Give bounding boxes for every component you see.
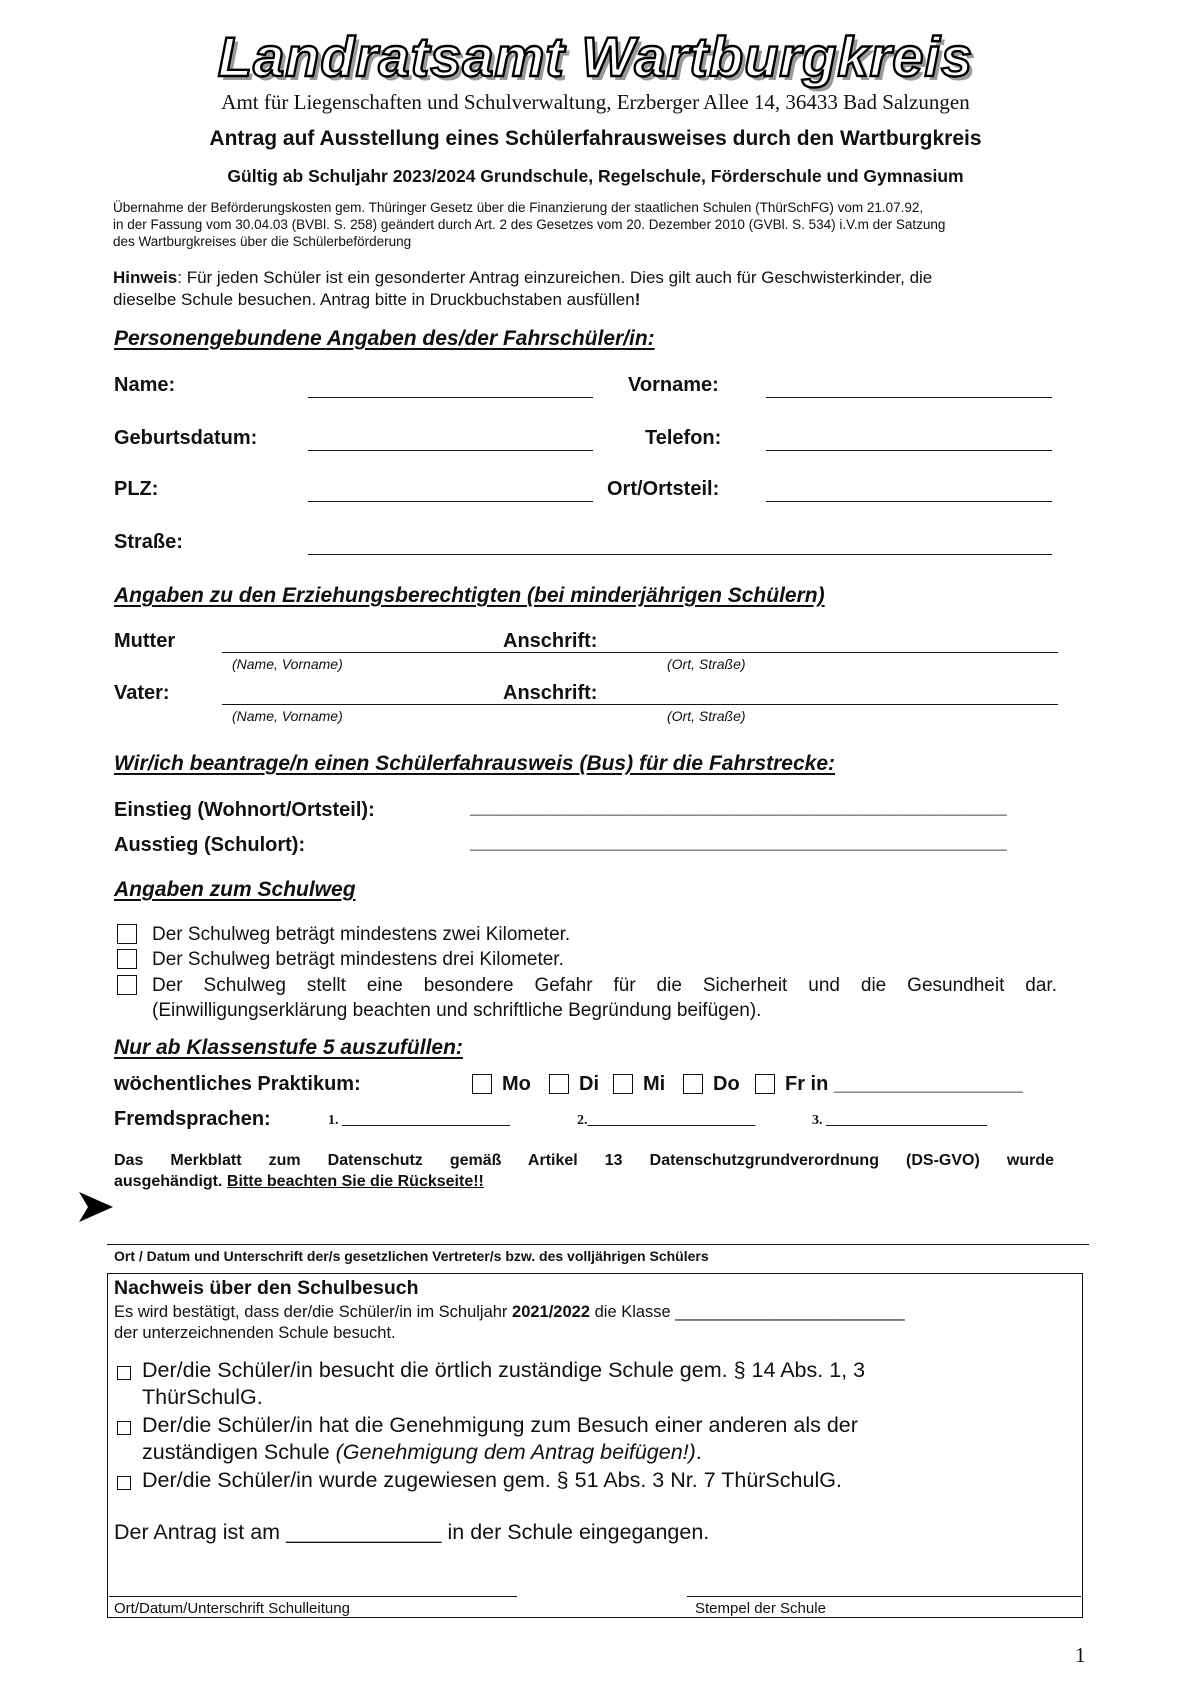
name-field[interactable]	[308, 397, 593, 398]
schoolway-danger-checkbox[interactable]	[117, 975, 137, 995]
student-section-heading: Personengebundene Angaben des/der Fahrschüler/in:	[114, 327, 655, 350]
city-field[interactable]	[766, 501, 1052, 502]
guardians-section-heading: Angaben zu den Erziehungsberechtigten (bei minderjährigen Schülern)	[114, 584, 825, 607]
legal-note-line: des Wartburgkreises über die Schülerbeförderung	[113, 234, 412, 249]
legal-note-line: Übernahme der Beförderungskosten gem. Thüringer Gesetz über die Finanzierung der staatlichen Schulen (ThürSchFG) vom 21.07.92,	[113, 200, 924, 215]
attendance-text: Es wird bestätigt, dass der/die Schüler/in im Schuljahr	[114, 1303, 513, 1321]
mother-label: Mutter	[114, 630, 176, 652]
zip-field[interactable]	[308, 501, 593, 502]
hint-text: : Für jeden Schüler ist ein gesonderter Antrag einzureichen. Dies gilt auch für Geschwisterkinder, die	[177, 268, 933, 287]
zip-label: PLZ:	[114, 478, 159, 500]
local-school-label: Der/die Schüler/in besucht die örtlich zuständige Schule gem. § 14 Abs. 1, 3	[142, 1358, 866, 1382]
other-school-checkbox[interactable]	[117, 1421, 131, 1435]
street-label: Straße:	[114, 531, 183, 553]
attendance-text: die Klasse _________________________	[590, 1303, 905, 1321]
hint-text: dieselbe Schule besuchen. Antrag bitte in Druckbuchstaben ausfüllen	[113, 290, 635, 309]
hint-note	[113, 267, 1093, 311]
entry-label: Einstieg (Wohnort/Ortsteil):	[114, 799, 375, 821]
day-fr-checkbox[interactable]	[755, 1074, 775, 1094]
street-field[interactable]	[308, 554, 1052, 555]
assigned-school-checkbox[interactable]	[117, 1476, 131, 1490]
father-label: Vater:	[114, 682, 170, 704]
father-address-hint: (Ort, Straße)	[667, 708, 746, 724]
local-school-label-cont: ThürSchulG.	[142, 1385, 263, 1409]
privacy-note	[114, 1150, 1054, 1192]
local-school-checkbox[interactable]	[117, 1366, 131, 1380]
day-mo-checkbox[interactable]	[472, 1074, 492, 1094]
schoolway-3km-label: Der Schulweg beträgt mindestens drei Kilometer.	[152, 949, 564, 970]
schoolway-section-heading: Angaben zum Schulweg	[114, 878, 356, 901]
mother-address-hint: (Ort, Straße)	[667, 656, 746, 672]
schoolway-2km-checkbox[interactable]	[117, 924, 137, 944]
entry-field[interactable]: _______________________________________________	[470, 796, 1007, 818]
school-stamp-caption: Stempel der Schule	[695, 1600, 826, 1617]
received-date-line: Der Antrag ist am _____________ in der Schule eingegangen.	[114, 1520, 710, 1544]
attendance-line2: der unterzeichnenden Schule besucht.	[114, 1324, 396, 1342]
birthdate-field[interactable]	[308, 450, 593, 451]
day-fr-label: Fr in _________________	[785, 1073, 1023, 1095]
hint-exclamation: !	[634, 290, 641, 309]
parent-signature-caption: Ort / Datum und Unterschrift der/s gesetzlichen Vertreter/s bzw. des volljährigen Schülers	[114, 1248, 709, 1264]
day-mi-label: Mi	[643, 1073, 666, 1095]
attendance-heading: Nachweis über den Schulbesuch	[114, 1277, 419, 1299]
firstname-label: Vorname:	[628, 374, 719, 396]
hint-label: Hinweis	[113, 268, 178, 287]
day-do-label: Do	[713, 1073, 740, 1095]
schoolway-2km-label: Der Schulweg beträgt mindestens zwei Kilometer.	[152, 924, 571, 945]
phone-label: Telefon:	[645, 427, 722, 449]
schoolway-danger-label: Der Schulweg stellt eine besondere Gefahr für die Sicherheit und die Gesundheit dar.	[152, 975, 1057, 996]
legal-note	[113, 199, 1073, 250]
day-do-checkbox[interactable]	[683, 1074, 703, 1094]
father-field[interactable]	[222, 704, 1058, 705]
exit-field[interactable]: _______________________________________________	[470, 831, 1007, 853]
privacy-line: Das Merkblatt zum Datenschutz gemäß Artikel 13 Datenschutzgrundverordnung (DS-GVO) wurde	[114, 1152, 1054, 1169]
principal-signature-field[interactable]	[109, 1596, 517, 1597]
attendance-confirmation	[114, 1303, 905, 1322]
privacy-line: ausgehändigt.	[114, 1173, 227, 1190]
other-school-note: (Genehmigung dem Antrag beifügen!)	[335, 1440, 696, 1464]
language-3-field[interactable]: 3. _______________________	[812, 1113, 987, 1128]
mother-field[interactable]	[222, 652, 1058, 653]
school-year: 2021/2022	[512, 1303, 591, 1321]
father-name-hint: (Name, Vorname)	[232, 708, 343, 724]
privacy-backside-link[interactable]: Bitte beachten Sie die Rückseite!!	[226, 1173, 484, 1190]
firstname-field[interactable]	[766, 397, 1052, 398]
schoolway-3km-checkbox[interactable]	[117, 949, 137, 969]
language-1-field[interactable]: 1. ________________________	[328, 1113, 510, 1128]
mother-address-label: Anschrift:	[503, 630, 598, 652]
city-label: Ort/Ortsteil:	[607, 478, 720, 500]
arrow-right-icon	[77, 1190, 115, 1224]
exit-label: Ausstieg (Schulort):	[114, 834, 306, 856]
mother-name-hint: (Name, Vorname)	[232, 656, 343, 672]
day-di-label: Di	[579, 1073, 599, 1095]
grade5-section-heading: Nur ab Klassenstufe 5 auszufüllen:	[114, 1036, 463, 1059]
day-mo-label: Mo	[502, 1073, 531, 1095]
assigned-school-label: Der/die Schüler/in wurde zugewiesen gem. § 51 Abs. 3 Nr. 7 ThürSchulG.	[142, 1468, 842, 1492]
day-di-checkbox[interactable]	[549, 1074, 569, 1094]
schoolway-danger-note: (Einwilligungserklärung beachten und schriftliche Begründung beifügen).	[152, 1000, 762, 1021]
parent-signature-field[interactable]	[107, 1244, 1089, 1245]
route-section-heading: Wir/ich beantrage/n einen Schülerfahrausweis (Bus) für die Fahrstrecke:	[114, 752, 836, 775]
legal-note-line: in der Fassung vom 30.04.03 (BVBl. S. 258) geändert durch Art. 2 des Gesetzes vom 20. Dezember 2010 (GVBl. S. 534) i.V.m der Satzung	[113, 217, 946, 232]
name-label: Name:	[114, 374, 176, 396]
form-title: Antrag auf Ausstellung eines Schülerfahrausweises durch den Wartburgkreis	[209, 127, 982, 150]
other-school-label-cont	[142, 1439, 702, 1466]
other-school-period: .	[695, 1440, 702, 1464]
day-mi-checkbox[interactable]	[613, 1074, 633, 1094]
other-school-text: zuständigen Schule	[142, 1440, 336, 1464]
office-address: Amt für Liegenschaften und Schulverwaltung, Erzberger Allee 14, 36433 Bad Salzungen	[221, 90, 970, 114]
father-address-label: Anschrift:	[503, 682, 598, 704]
language-2-field[interactable]: 2.________________________	[577, 1113, 756, 1128]
internship-label: wöchentliches Praktikum:	[114, 1073, 361, 1095]
birthdate-label: Geburtsdatum:	[114, 427, 258, 449]
school-stamp-field[interactable]	[687, 1596, 1081, 1597]
phone-field[interactable]	[766, 450, 1052, 451]
form-validity: Gültig ab Schuljahr 2023/2024 Grundschule, Regelschule, Förderschule und Gymnasium	[227, 166, 964, 186]
logo-title: Landratsamt Wartburgkreis	[217, 25, 974, 88]
page-number: 1	[1075, 1643, 1086, 1667]
other-school-label: Der/die Schüler/in hat die Genehmigung zum Besuch einer anderen als der	[142, 1413, 858, 1437]
languages-label: Fremdsprachen:	[114, 1108, 271, 1130]
principal-signature-caption: Ort/Datum/Unterschrift Schulleitung	[114, 1600, 350, 1617]
